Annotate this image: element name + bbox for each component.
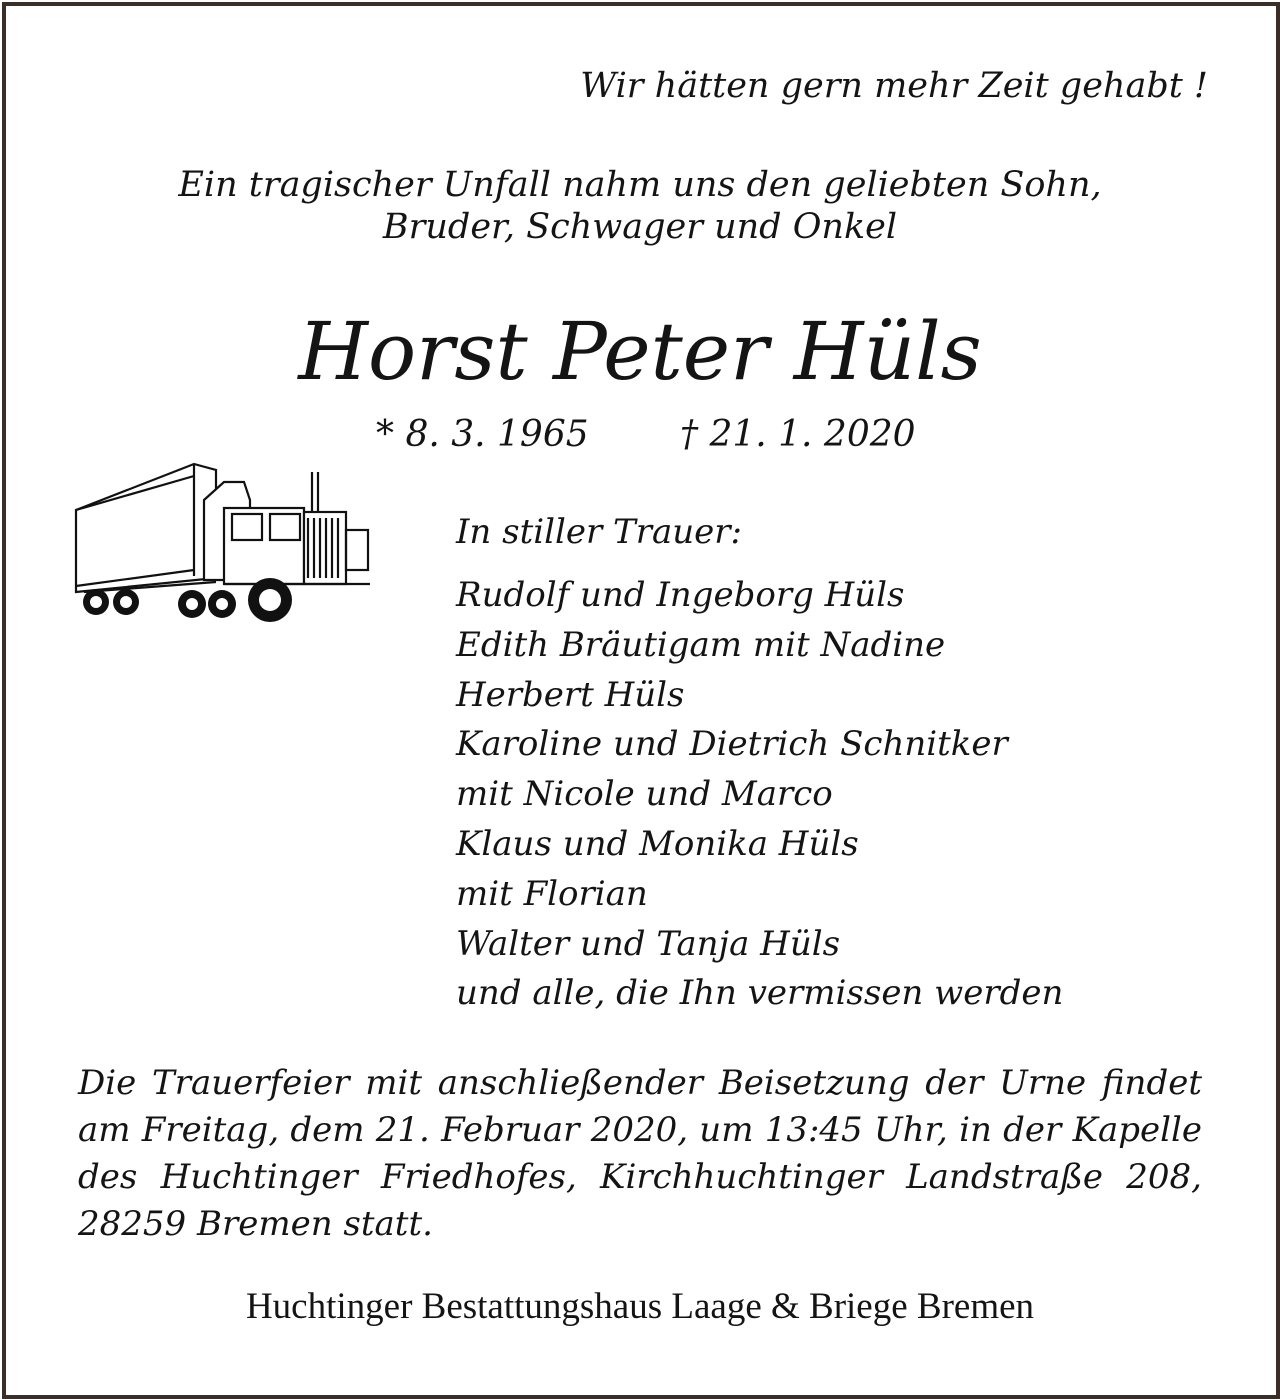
- mourner-line: Edith Bräutigam mit Nadine: [456, 624, 946, 665]
- mourner-line: Karoline und Dietrich Schnitker: [456, 724, 1008, 765]
- undertaker-name: Huchtinger Bestattungshaus Laage & Briege Bremen: [245, 1286, 1035, 1327]
- mourner-line: Walter und Tanja Hüls: [456, 923, 841, 964]
- intro-line-2: Bruder, Schwager und Onkel: [382, 207, 898, 247]
- mourner-line: mit Nicole und Marco: [456, 774, 833, 815]
- mourning-heading: In stiller Trauer:: [456, 512, 742, 552]
- ceremony-details: Die Trauerfeier mit anschließender Beisetzung der Urne findet am Freitag, dem 21. Februar 2020, um 13:45 Uhr, in der Kapelle des Huchtinger Friedhofes, Kirchhuchtinger Landstraße 208, 28259 Bremen statt.: [78, 1063, 1202, 1244]
- motto: Wir hätten gern mehr Zeit gehabt !: [580, 66, 1208, 106]
- truck-icon: [74, 460, 374, 630]
- mourner-line: Klaus und Monika Hüls: [456, 823, 859, 864]
- mourner-line: mit Florian: [456, 873, 648, 914]
- mourner-line: Rudolf und Ingeborg Hüls: [456, 575, 905, 615]
- mourner-line: und alle, die Ihn vermissen werden: [456, 973, 1064, 1014]
- mourner-line: Herbert Hüls: [456, 674, 685, 715]
- mourner-list: [456, 571, 1063, 1019]
- birth-date: * 8. 3. 1965: [376, 414, 589, 455]
- deceased-name: Horst Peter Hüls: [298, 305, 982, 398]
- death-date: † 21. 1. 2020: [680, 414, 916, 455]
- intro-line-1: Ein tragischer Unfall nahm uns den geliebten Sohn,: [178, 165, 1102, 205]
